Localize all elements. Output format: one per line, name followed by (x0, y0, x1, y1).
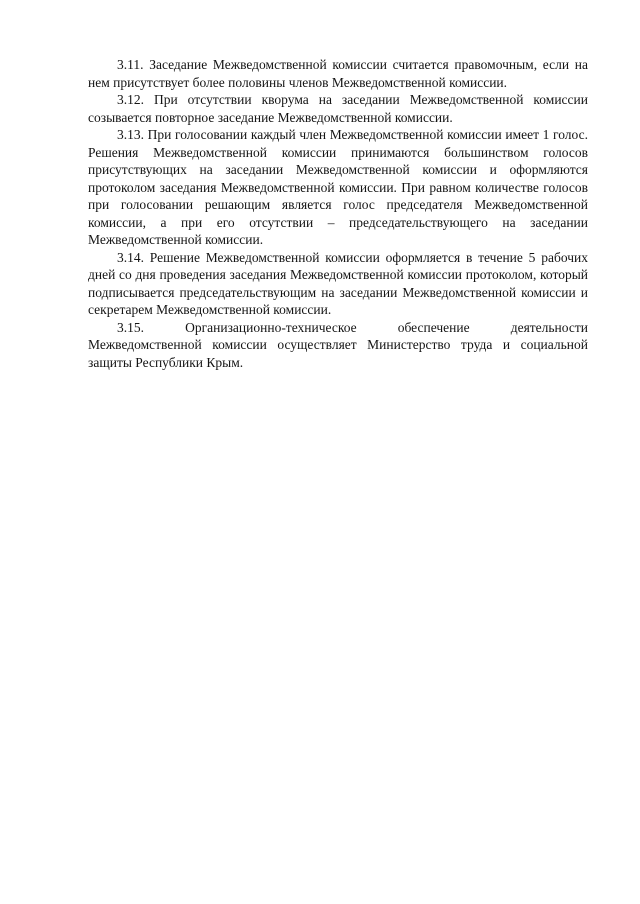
paragraph-3-15: 3.15. Организационно-техническое обеспечение деятельности Межведомственной комиссии осуществляет Министерство труда и социальной защиты Республики Крым. (88, 319, 588, 370)
paragraph-3-13: 3.13. При голосовании каждый член Межведомственной комиссии имеет 1 голос. Решения Межведомственной комиссии принимаются большинством голосов присутствующих на заседании Межведомственной комиссии и оформляются протоколом заседания Межведомственной комиссии. При равном количестве голосов при голосовании решающим является голос председателя Межведомственной комиссии, а при его отсутствии – председательствующего на заседании Межведомственной комиссии. (88, 127, 588, 247)
paragraph-3-11: 3.11. Заседание Межведомственной комиссии считается правомочным, если на нем присутствует более половины членов Межведомственной комиссии. (88, 57, 588, 90)
document-body (88, 56, 588, 371)
paragraph-3-12: 3.12. При отсутствии кворума на заседании Межведомственной комиссии созывается повторное заседание Межведомственной комиссии. (88, 92, 588, 125)
paragraph-3-14: 3.14. Решение Межведомственной комиссии оформляется в течение 5 рабочих дней со дня проведения заседания Межведомственной комиссии протоколом, который подписывается председательствующим на заседании Межведомственной комиссии и секретарем Межведомственной комиссии. (88, 249, 588, 317)
